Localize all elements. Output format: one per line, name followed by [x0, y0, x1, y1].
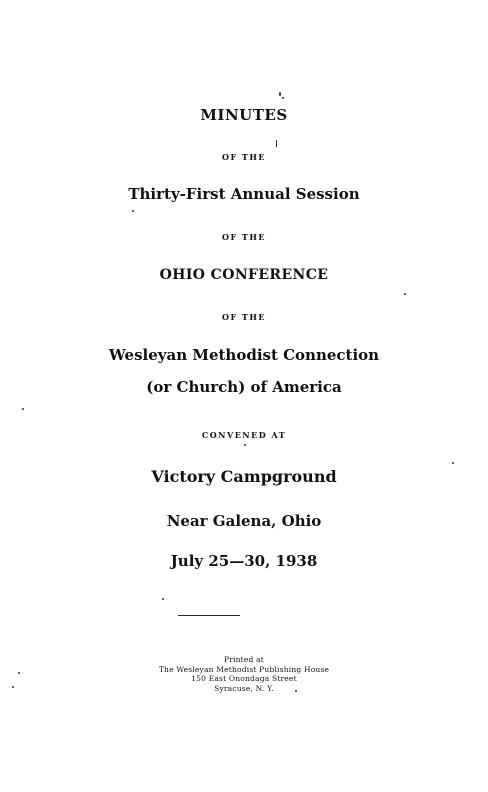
venue-location: Near Galena, Ohio [166, 512, 322, 530]
imprint-line: Syracuse, N. Y. [214, 683, 274, 693]
connector-text: OF THE [221, 232, 267, 242]
scan-speck [162, 598, 164, 600]
imprint-line: 150 East Onondaga Street [191, 674, 297, 683]
scan-speck [282, 97, 284, 99]
session-dates: July 25—30, 1938 [170, 552, 318, 570]
convened-label: CONVENED AT [201, 430, 287, 440]
scan-speck [279, 92, 281, 96]
imprint-line: The Wesleyan Methodist Publishing House [158, 664, 330, 674]
scan-speck [244, 444, 246, 446]
document-title: MINUTES [200, 106, 288, 124]
conference-name: OHIO CONFERENCE [159, 267, 329, 283]
scan-speck [276, 140, 277, 147]
scan-speck [132, 210, 134, 212]
denomination-line-2: (or Church) of America [146, 378, 342, 396]
venue-name: Victory Campground [151, 467, 337, 486]
divider-rule [178, 615, 240, 616]
denomination-line-1: Wesleyan Methodist Connection [108, 346, 380, 364]
scan-speck [295, 690, 297, 692]
scan-speck [18, 672, 20, 674]
scan-speck [404, 293, 406, 295]
scan-speck [22, 408, 24, 410]
imprint-line: Printed at [224, 655, 264, 664]
connector-text: OF THE [221, 152, 267, 162]
printer-imprint [0, 655, 488, 693]
scan-speck [12, 686, 14, 688]
connector-text: OF THE [221, 312, 267, 322]
scan-speck [452, 462, 454, 464]
session-title: Thirty-First Annual Session [128, 185, 360, 203]
